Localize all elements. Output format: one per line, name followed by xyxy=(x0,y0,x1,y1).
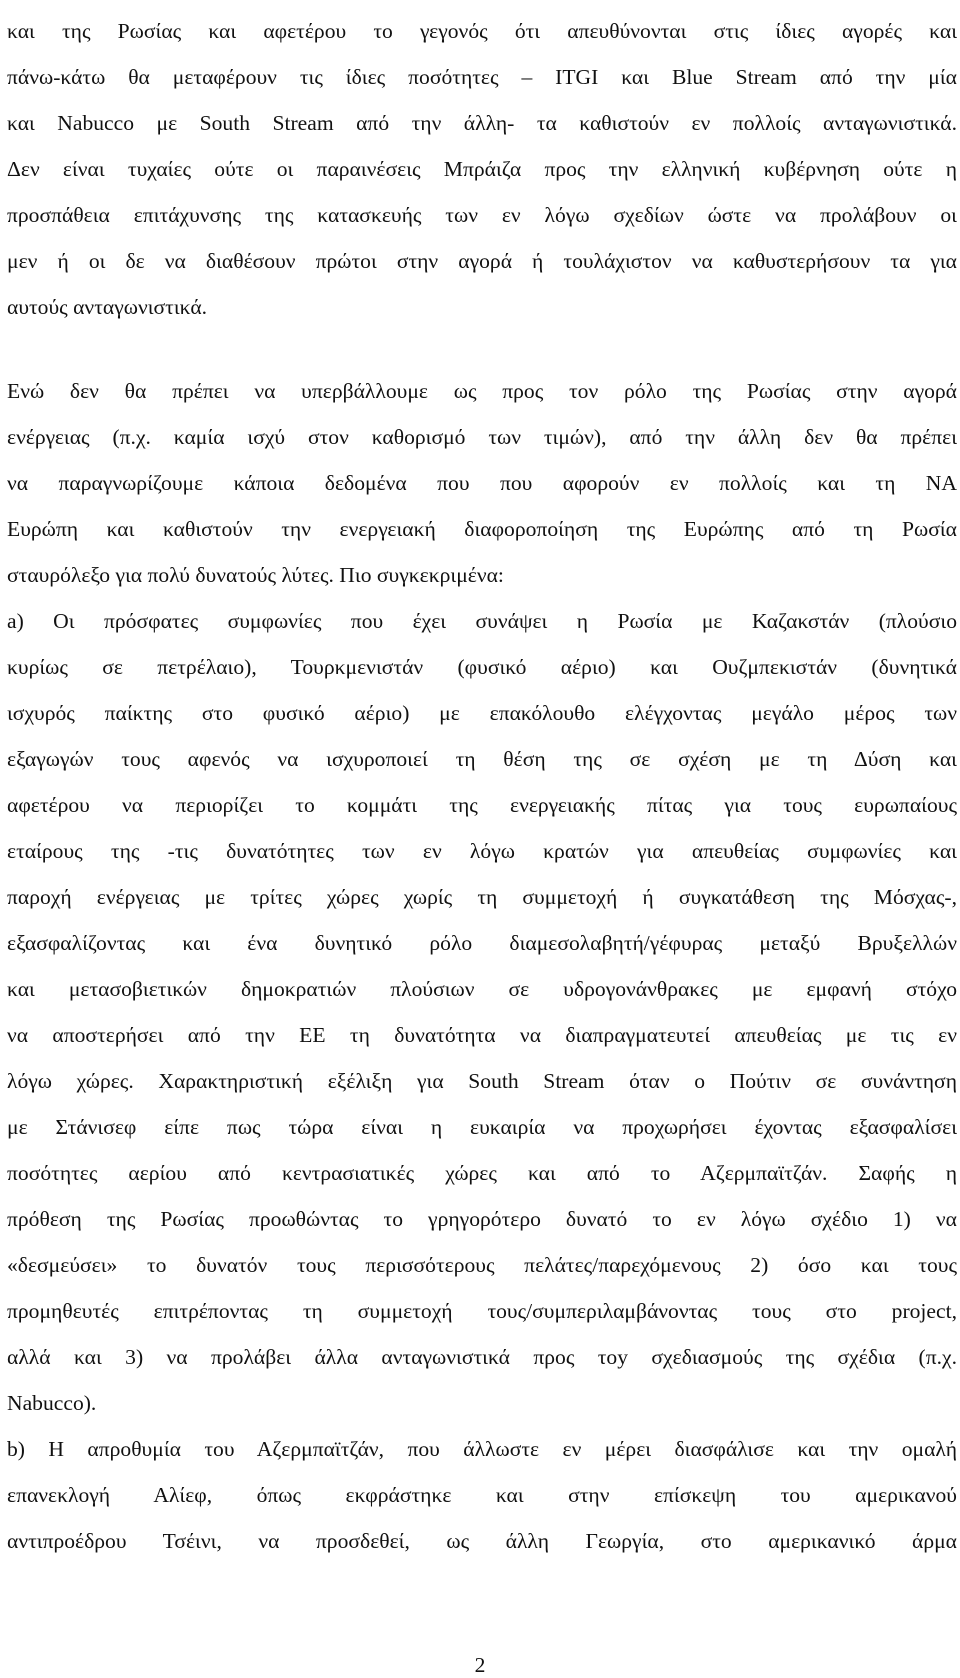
text-line: Ευρώπη και καθιστούν την ενεργειακή διαφοροποίηση της Ευρώπης από τη Ρωσία xyxy=(7,517,957,541)
text-line: πρόθεση της Ρωσίας προωθώντας το γρηγορότερο δυνατό το εν λόγω σχέδιο 1) να xyxy=(7,1207,957,1231)
document-body xyxy=(7,14,957,1570)
text-line: Nabucco). xyxy=(7,1391,97,1415)
text-line: και μετασοβιετικών δημοκρατιών πλούσιων σε υδρογονάνθρακες με εμφανή στόχο xyxy=(7,977,957,1001)
text-line: ποσότητες αερίου από κεντρασιατικές χώρες και από το Αζερμπαϊτζάν. Σαφής η xyxy=(7,1161,957,1185)
text-line: επανεκλογή Αλίεφ, όπως εκφράστηκε και στην επίσκεψη του αμερικανού xyxy=(7,1483,957,1507)
paragraph-2 xyxy=(7,374,957,1570)
text-line: αντιπροέδρου Τσέινι, να προσδεθεί, ως άλλη Γεωργία, στο αμερικανικό άρμα xyxy=(7,1529,957,1553)
text-line: σταυρόλεξο για πολύ δυνατούς λύτες. Πιο συγκεκριμένα: xyxy=(7,563,504,587)
text-line: να παραγνωρίζουμε κάποια δεδομένα που που αφορούν εν πολλοίς και τη ΝΑ xyxy=(7,471,957,495)
paragraph-1 xyxy=(7,14,957,336)
text-line: λόγω χώρες. Χαρακτηριστική εξέλιξη για South Stream όταν ο Πούτιν σε συνάντηση xyxy=(7,1069,957,1093)
text-line: «δεσμεύσει» το δυνατόν τους περισσότερους πελάτες/παρεχόμενους 2) όσο και τους xyxy=(7,1253,957,1277)
text-line: κυρίως σε πετρέλαιο), Τουρκμενιστάν (φυσικό αέριο) και Ουζμπεκιστάν (δυνητικά xyxy=(7,655,957,679)
text-line: και της Ρωσίας και αφετέρου το γεγονός ότι απευθύνονται στις ίδιες αγορές και xyxy=(7,19,957,43)
text-line: αλλά και 3) να προλάβει άλλα ανταγωνιστικά προς τοy σχεδιασμούς της σχέδια (π.χ. xyxy=(7,1345,957,1369)
text-line: b) Η απροθυμία του Αζερμπαϊτζάν, που άλλωστε εν μέρει διασφάλισε και την ομαλή xyxy=(7,1437,957,1461)
text-line: εταίρους της -τις δυνατότητες των εν λόγω κρατών για απευθείας συμφωνίες και xyxy=(7,839,957,863)
text-line: ενέργειας (π.χ. καμία ισχύ στον καθορισμό των τιμών), από την άλλη δεν θα πρέπει xyxy=(7,425,957,449)
text-line: αφετέρου να περιορίζει το κομμάτι της ενεργειακής πίτας για τους ευρωπαίους xyxy=(7,793,957,817)
text-line: μεν ή οι δε να διαθέσουν πρώτοι στην αγορά ή τουλάχιστον να καθυστερήσουν τα για xyxy=(7,249,957,273)
text-line: προμηθευτές επιτρέποντας τη συμμετοχή τους/συμπεριλαμβάνοντας τους στο project, xyxy=(7,1299,957,1323)
text-line: πάνω-κάτω θα μεταφέρουν τις ίδιες ποσότητες – ITGI και Blue Stream από την μία xyxy=(7,65,957,89)
text-line: με Στάνισεφ είπε πως τώρα είναι η ευκαιρία να προχωρήσει έχοντας εξασφαλίσει xyxy=(7,1115,957,1139)
text-line: να αποστερήσει από την ΕΕ τη δυνατότητα να διαπραγματευτεί απευθείας με τις εν xyxy=(7,1023,957,1047)
page-number: 2 xyxy=(474,1653,486,1677)
text-line: a) Οι πρόσφατες συμφωνίες που έχει συνάψει η Ρωσία με Καζακστάν (πλούσιο xyxy=(7,609,957,633)
text-line: προσπάθεια επιτάχυνσης της κατασκευής των εν λόγω σχεδίων ώστε να προλάβουν οι xyxy=(7,203,957,227)
text-line: εξαγωγών τους αφενός να ισχυροποιεί τη θέση της σε σχέση με τη Δύση και xyxy=(7,747,957,771)
text-line: εξασφαλίζοντας και ένα δυνητικό ρόλο διαμεσολαβητή/γέφυρας μεταξύ Βρυξελλών xyxy=(7,931,957,955)
text-line: ισχυρός παίκτης στο φυσικό αέριο) με επακόλουθο ελέγχοντας μεγάλο μέρος των xyxy=(7,701,957,725)
text-line: αυτούς ανταγωνιστικά. xyxy=(7,295,208,319)
text-line: παροχή ενέργειας με τρίτες χώρες χωρίς τη συμμετοχή ή συγκατάθεση της Μόσχας-, xyxy=(7,885,957,909)
paragraph-gap xyxy=(7,336,957,374)
text-line: Δεν είναι τυχαίες ούτε οι παραινέσεις Μπράιζα προς την ελληνική κυβέρνηση ούτε η xyxy=(7,157,957,181)
text-line: και Nabucco με South Stream από την άλλη- τα καθιστούν εν πολλοίς ανταγωνιστικά. xyxy=(7,111,957,135)
text-line: Ενώ δεν θα πρέπει να υπερβάλλουμε ως προς τον ρόλο της Ρωσίας στην αγορά xyxy=(7,379,957,403)
